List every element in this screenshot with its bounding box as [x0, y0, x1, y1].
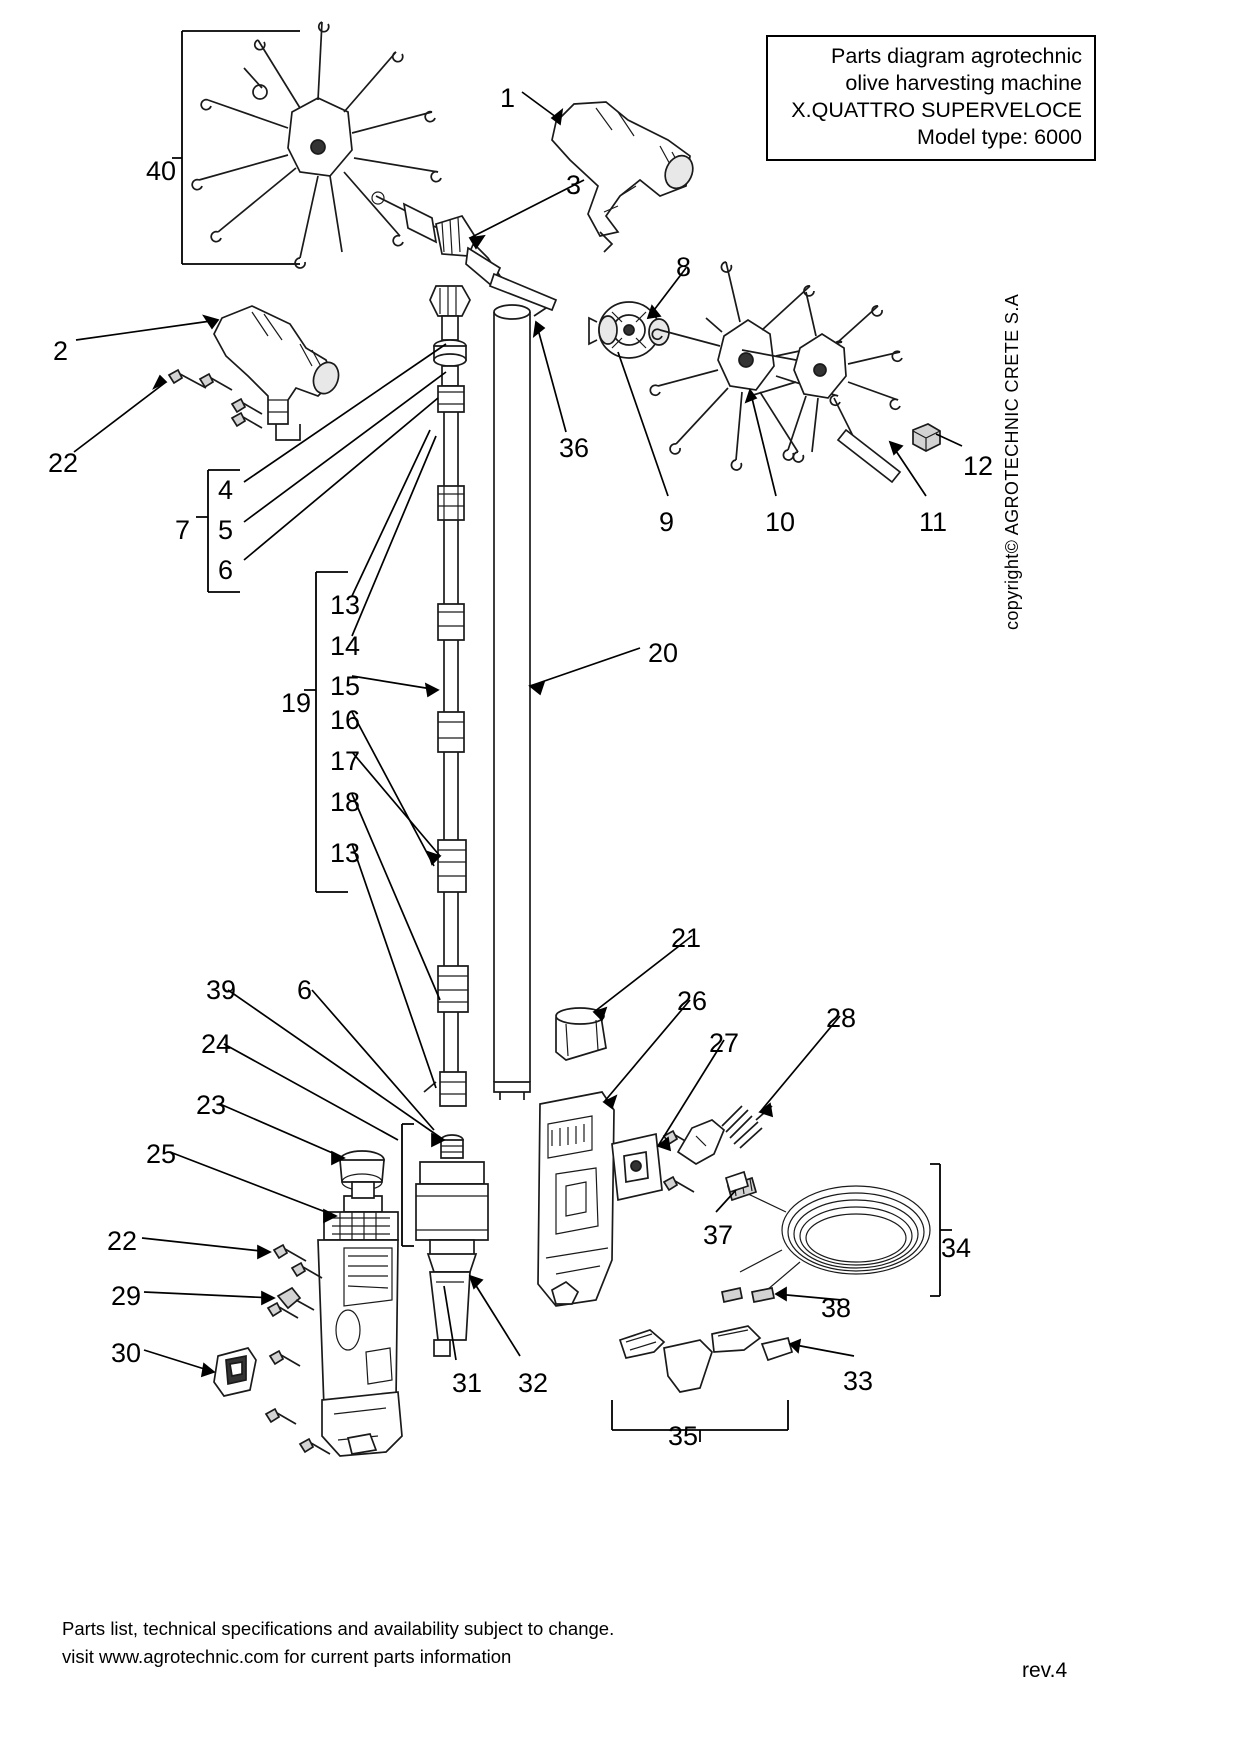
callout-13a: 13	[330, 590, 361, 620]
part-40-rotor-head	[192, 22, 441, 268]
part-28-spring-bolt	[678, 1106, 772, 1164]
callout-14: 14	[330, 631, 361, 661]
callout-37: 37	[703, 1220, 734, 1250]
callout-21: 21	[671, 923, 702, 953]
part-27-switch-plate	[612, 1131, 694, 1200]
title-line-2: olive harvesting machine	[845, 71, 1082, 96]
callout-22a: 22	[48, 448, 79, 478]
callout-13b: 13	[330, 838, 361, 868]
callout-30: 30	[111, 1338, 142, 1368]
callout-20: 20	[648, 638, 679, 668]
callout-6a: 6	[218, 555, 234, 585]
callout-39: 39	[206, 975, 237, 1005]
callout-22b: 22	[107, 1226, 138, 1256]
callout-33: 33	[843, 1366, 874, 1396]
callout-6b: 6	[297, 975, 313, 1005]
callout-12: 12	[963, 451, 994, 481]
part-12-nut	[913, 424, 940, 451]
part-30-switch	[214, 1348, 256, 1396]
callout-4: 4	[218, 475, 234, 505]
part-25-battery-pack	[318, 1182, 402, 1456]
callout-7: 7	[175, 515, 191, 545]
callout-31: 31	[452, 1368, 483, 1398]
part-22-screws-upper	[169, 370, 262, 428]
callout-15: 15	[330, 671, 361, 701]
footer-line-2: visit www.agrotechnic.com for current parts information	[62, 1645, 512, 1667]
copyright-notice: copyright© AGROTECHNIC CRETE S.A	[1002, 293, 1022, 630]
part-22-screws-lower	[266, 1245, 330, 1454]
part-20-extension-tube	[494, 305, 546, 1100]
title-block	[766, 35, 1096, 161]
callout-3: 3	[566, 170, 582, 200]
callout-5: 5	[218, 515, 234, 545]
callout-11: 11	[919, 507, 948, 537]
bracket-40	[172, 31, 300, 264]
footer-note	[62, 1615, 614, 1671]
callout-19: 19	[281, 688, 312, 718]
part-34-cable-coil	[722, 1178, 930, 1302]
revision-label: rev.4	[1022, 1659, 1068, 1682]
callout-26: 26	[677, 986, 708, 1016]
callout-38: 38	[821, 1293, 852, 1323]
callout-40: 40	[146, 156, 177, 186]
callout-10: 10	[765, 507, 796, 537]
callout-24: 24	[201, 1029, 232, 1059]
callout-29: 29	[111, 1281, 142, 1311]
callout-17: 17	[330, 746, 361, 776]
callout-28: 28	[826, 1003, 857, 1033]
callout-23: 23	[196, 1090, 227, 1120]
part-29-bolt	[278, 1288, 314, 1310]
callout-36: 36	[559, 433, 590, 463]
part-35-connectors	[612, 1326, 792, 1442]
callout-16: 16	[330, 705, 361, 735]
title-line-3: X.QUATTRO SUPERVELOCE	[791, 98, 1082, 123]
callout-32: 32	[518, 1368, 549, 1398]
callout-2: 2	[53, 336, 69, 366]
callout-18: 18	[330, 787, 361, 817]
title-line-1: Parts diagram agrotechnic	[831, 44, 1082, 68]
callout-9: 9	[659, 507, 675, 537]
part-26-housing-shell	[538, 1092, 614, 1306]
callout-1: 1	[500, 83, 516, 113]
callout-25: 25	[146, 1139, 177, 1169]
callout-8: 8	[676, 252, 692, 282]
callout-35: 35	[668, 1421, 699, 1451]
callout-34: 34	[941, 1233, 972, 1263]
callout-27: 27	[709, 1028, 740, 1058]
part-39-coupler	[441, 1135, 463, 1158]
title-line-4: Model type: 6000	[917, 125, 1082, 150]
part-19-telescopic-pole	[424, 286, 470, 1106]
footer-line-1: Parts list, technical specifications and availability subject to change.	[62, 1618, 615, 1639]
